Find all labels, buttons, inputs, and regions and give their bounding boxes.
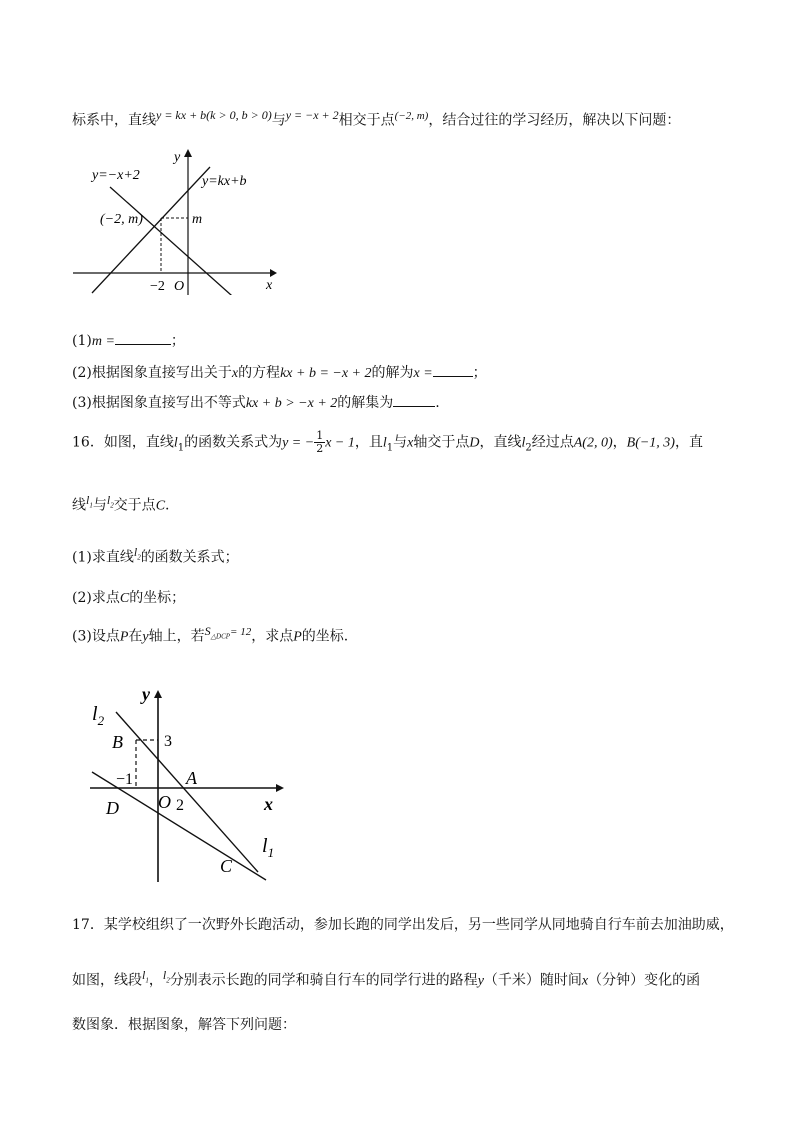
q17-text-2b: 分别表示长跑的同学和骑自行车的同学行进的路程 <box>169 972 478 989</box>
q17-text-2a: 如图，线段 <box>72 972 142 989</box>
q16-cont-l1 <box>86 493 93 510</box>
q15-text-3a: 根据图象直接写出不等式 <box>91 395 246 411</box>
q17-l2-text: l <box>162 968 167 982</box>
q16-s2-C: C <box>119 591 130 606</box>
q16-s2-b: 的坐标； <box>129 590 186 606</box>
q16-s3-area <box>204 624 252 641</box>
q17-text-1: 17．某学校组织了一次野外长跑活动，参加长跑的同学出发后，另一些同学从同地骑自行车前去加油助威， <box>72 917 734 933</box>
fig2-label-3: 3 <box>164 733 172 750</box>
fig2-label-D: D <box>106 798 119 818</box>
q16-point-A: A(2, 0) <box>573 435 613 451</box>
q16-cont-2: 与 <box>92 497 107 514</box>
q16-s1-l2-sub: 2 <box>137 553 141 562</box>
q16-text-3: ，且 <box>354 434 383 451</box>
q15-num-1: (1) <box>72 333 92 349</box>
fig2-label-y: y <box>142 684 150 704</box>
q16-comma: ， <box>612 434 627 451</box>
q15-text-2b: 的方程 <box>238 365 281 381</box>
q15-blank-1[interactable] <box>115 332 171 345</box>
fig1-label-x: x <box>266 278 273 293</box>
q15-text-2a: 根据图象直接写出关于 <box>91 365 232 381</box>
q15-text-2c: 的解为 <box>371 365 414 381</box>
fig2-y-arrow <box>154 690 162 698</box>
q16-s1-b: 的函数关系式； <box>140 549 239 566</box>
q16-cont-l2-text: l <box>106 493 111 507</box>
q16-s3-P: P <box>119 629 129 645</box>
fig2-line-l2 <box>116 712 258 872</box>
q16-text-2: 的函数关系式为 <box>184 434 283 451</box>
q17-line-2 <box>72 968 700 990</box>
fig2-label-l1 <box>262 835 274 860</box>
fig1-label-m: m <box>192 212 203 227</box>
fig2-l2-sub: 2 <box>97 713 105 728</box>
q16-s3-c: 轴上，若 <box>148 628 205 645</box>
fig2-x-arrow <box>276 784 284 792</box>
q16-D: D <box>469 435 480 451</box>
q16-s3-P2: P <box>293 629 302 645</box>
q17-line-1 <box>72 914 734 934</box>
intro-point: (−2, m) <box>394 110 429 122</box>
q15-eq-1: m = <box>91 334 115 349</box>
q16-text-8: ，直 <box>674 434 703 451</box>
intro-eq2: y = −x + 2 <box>285 108 339 122</box>
fig2-label-l2 <box>92 703 105 728</box>
q17-sep: ， <box>148 972 163 989</box>
q15-num-2: (2) <box>72 365 92 381</box>
q16-eq-tail: x − 1 <box>325 435 355 451</box>
q15-item-3 <box>72 392 440 412</box>
q17-text-2c: （千米）随时间 <box>483 972 582 989</box>
q16-s1-num: (1) <box>72 549 92 566</box>
fig1-line-kx <box>92 167 210 293</box>
fig2-label-A: A <box>186 768 197 788</box>
fig1-label-y: y <box>174 150 181 165</box>
q16-text-7: 经过点 <box>531 434 574 451</box>
fig1-x-arrow <box>270 269 277 277</box>
q17-l2-sub: 2 <box>166 976 170 985</box>
fig1-label-point: (−2, m) <box>100 212 143 227</box>
fig2-l1-text: l <box>262 835 268 857</box>
q16-cont-C: C <box>155 498 166 514</box>
q16-heading <box>72 430 703 455</box>
q17-x: x <box>581 973 589 989</box>
q17-l2 <box>162 968 170 985</box>
q15-item-1 <box>72 330 185 350</box>
q16-s2-num: (2) <box>72 590 92 606</box>
q16-l1b-sub: 1 <box>386 442 394 454</box>
q17-y: y <box>477 973 484 989</box>
q15-item-2 <box>72 362 487 382</box>
q17-line-3 <box>72 1014 296 1034</box>
q16-l2-sub: 2 <box>525 442 532 454</box>
q16-cont-l2 <box>106 493 114 510</box>
q16-heading-cont <box>72 493 169 515</box>
q16-text-6: ，直线 <box>479 434 522 451</box>
q16-cont-4: . <box>165 497 170 514</box>
intro-text-1: 标系中，直线 <box>72 112 156 129</box>
q16-s3-a: 设点 <box>91 628 120 645</box>
q16-text-5: 轴交于点 <box>413 434 470 451</box>
q16-item-1 <box>72 545 239 567</box>
fig2-label-O: O <box>158 792 171 812</box>
q16-frac-num: 1 <box>316 429 324 442</box>
q15-var-x: x <box>231 366 239 381</box>
q16-s3-eq: = 12 <box>230 626 252 638</box>
q16-item-3 <box>72 624 348 646</box>
q16-s1-l2 <box>133 545 141 562</box>
q16-s3-b: 在 <box>128 628 143 645</box>
q16-s3-d: ，求点 <box>251 628 294 645</box>
figure-2-graph <box>88 682 288 882</box>
q16-l1b: l <box>382 435 387 451</box>
q16-s1-l2-text: l <box>133 545 138 559</box>
q15-end-3: . <box>435 395 440 411</box>
intro-eq1: y = kx + b(k > 0, b > 0) <box>156 108 272 122</box>
q16-s3-y: y <box>142 629 149 645</box>
fig2-label-C: C <box>220 856 233 876</box>
intro-text-2: 与 <box>271 112 286 129</box>
q15-blank-2[interactable] <box>433 364 473 377</box>
q16-l2: l <box>521 435 526 451</box>
q16-item-2 <box>72 587 185 607</box>
q15-text-3b: 的解集为 <box>337 395 394 411</box>
q16-cont-l1-sub: 1 <box>89 501 93 510</box>
q16-cont-l2-sub: 2 <box>110 501 114 510</box>
q16-eq-y: y = − <box>282 435 315 451</box>
q16-text-1: 16．如图，直线 <box>72 434 174 451</box>
q16-s3-e: 的坐标. <box>301 628 349 645</box>
q16-frac-den: 2 <box>316 442 324 455</box>
q15-end-1: ； <box>170 333 185 349</box>
q16-cont-3: 交于点 <box>113 497 156 514</box>
q16-s3-sub: △DCP <box>210 632 231 641</box>
intro-text-4: ，结合过往的学习经历，解决以下问题： <box>428 112 681 129</box>
q15-eq-3: kx + b > −x + 2 <box>245 396 338 411</box>
q16-l1-sub: 1 <box>177 442 185 454</box>
q16-l1: l <box>173 435 178 451</box>
fig1-label-neg2: −2 <box>150 279 165 294</box>
fig2-l2-text: l <box>92 703 98 725</box>
fig1-label-line2: y=kx+b <box>202 174 247 189</box>
q16-cont-l1-text: l <box>86 493 90 507</box>
fig2-l1-sub: 1 <box>267 845 275 860</box>
fig2-label-x: x <box>264 794 273 814</box>
fig1-label-line1: y=−x+2 <box>92 168 140 183</box>
q17-text-3: 数图象．根据图象，解答下列问题： <box>72 1017 296 1033</box>
q16-s2-a: 求点 <box>91 590 120 606</box>
q17-l1-text: l <box>142 968 146 982</box>
q15-end-2: ； <box>472 365 487 381</box>
fig1-y-arrow <box>184 149 192 157</box>
fig1-label-origin: O <box>174 279 185 294</box>
q16-fraction <box>314 430 325 455</box>
q17-l1-sub: 1 <box>145 976 149 985</box>
fig2-label-2: 2 <box>176 797 184 814</box>
fig2-label-B: B <box>112 732 123 752</box>
q16-cont-1: 线 <box>72 497 86 514</box>
q16-s1-a: 求直线 <box>91 549 134 566</box>
q15-blank-3[interactable] <box>393 394 435 407</box>
q17-text-2d: （分钟）变化的函 <box>588 972 701 989</box>
q17-l1 <box>142 968 149 985</box>
q15-eq-2b: x = <box>413 366 433 381</box>
figure-1-graph <box>70 145 280 295</box>
q15-num-3: (3) <box>72 395 92 411</box>
q16-x: x <box>407 435 414 451</box>
q16-point-B: B(−1, 3) <box>626 435 675 451</box>
q16-text-4: 与 <box>393 434 408 451</box>
q16-s3-S: S <box>204 624 211 638</box>
intro-text-3: 相交于点 <box>338 112 395 129</box>
q15-eq-2: kx + b = −x + 2 <box>280 366 372 381</box>
q16-s3-num: (3) <box>72 628 92 645</box>
intro-line <box>72 108 680 130</box>
fig2-label-neg1: −1 <box>116 771 134 788</box>
